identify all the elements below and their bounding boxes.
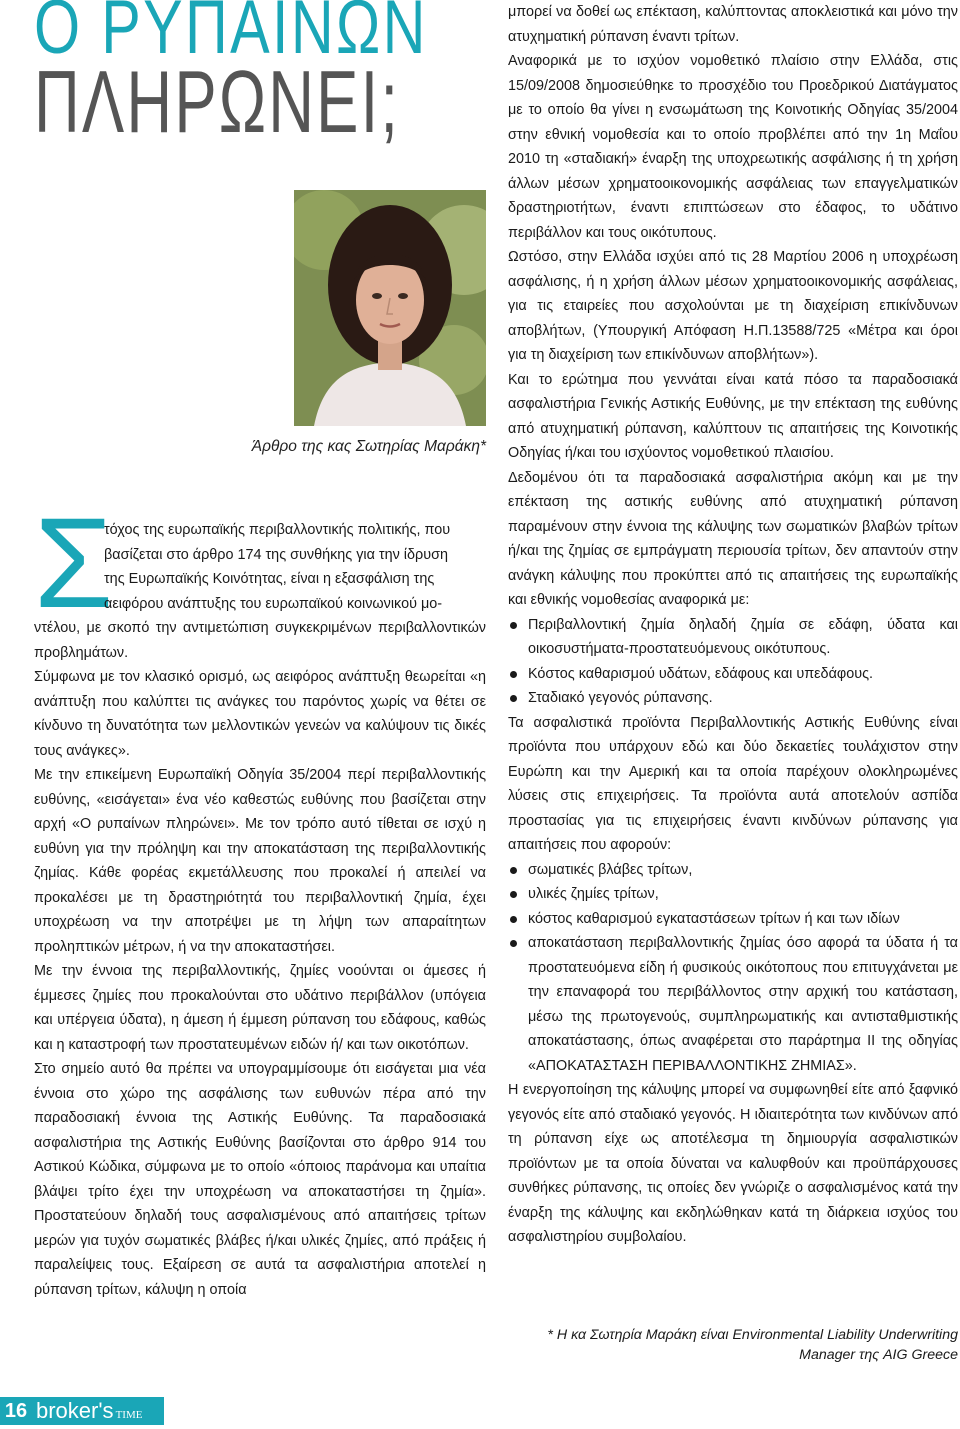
drop-cap: Σ [34, 492, 114, 635]
bullet-item: κόστος καθαρισμού εγκαταστάσεων τρίτων ή και των ιδίων [508, 907, 958, 932]
body-paragraph: Αναφορικά με το ισχύον νομοθετικό πλαίσιο στην Ελλάδα, στις 15/09/2008 δημοσιεύθηκε το προσχέδιο του Προεδρικού Διατάγματος με το οποίο θα γίνει η ενσωμάτωση της Κοινοτικής Οδηγίας 35/2004 στην εθνική νομοθεσία και το οποίο προβλέπει από την 1η Μαΐου 2010 τη «σταδιακή» έναρξη της υποχρεωτικής ασφάλισης ή τη χρήση άλλων μέσων χρηματοοικονομικής ασφάλειας των επαγγελματικών δραστηριοτήτων, έναντι επιπτώσεων στο έδαφος, το υδάτινο περιβάλλον και τους οικότυπους. [508, 53, 958, 241]
lead-line: αειφόρου ανάπτυξης του ευρωπαϊκού κοινωνικού μο- [104, 595, 443, 612]
body-paragraph: Στο σημείο αυτό θα πρέπει να υπογραμμίσουμε ότι εισάγεται μια νέα έννοια στο χώρο της ασφάλισης των ευθυνών πέρα από την παραδοσιακή έννοια της Αστικής Ευθύνης. Τα παραδοσιακά ασφαλιστήρια της Αστικής Ευθύνης βασίζονται στο άρθρο 914 του Αστικού Κώδικα, σύμφωνα με το οποίο «όποιος παράνομα και υπαίτια βλάψει τρίτο έχει την υποχρέωση να αποκαταστήσει τη ζημία». Προστατεύουν δηλαδή τους ασφαλισμένους από απαιτήσεις τρίτων μερών για τυχόν σωματικές βλάβες ή/και υλικές ζημίες, από πράξεις ή παραλείψεις τους. Εξαίρεση σε αυτά τα ασφαλιστήρια αποτελεί η ρύπανση τρίτων, κάλυψη η οποία [34, 1061, 486, 1298]
body-paragraph: Ωστόσο, στην Ελλάδα ισχύει από τις 28 Μαρτίου 2006 η υποχρέωση ασφάλισης, ή η χρήση άλλων μέσων χρηματοοικονομικής ασφάλειας, για τις εταιρείες που ασχολούνται με τη διαχείριση επικίνδυνων αποβλήτων, (Υπουργική Απόφαση Η.Π.13588/725 «Μέτρα και όροι για τη διαχείριση των επικίνδυνων αποβλήτων»). [508, 249, 958, 363]
brand-suffix: TIME [115, 1409, 143, 1421]
lead-line: βασίζεται στο άρθρο 174 της συνθήκης για την ίδρυση [104, 546, 448, 563]
bullet-item: σωματικές βλάβες τρίτων, [508, 858, 958, 883]
page-number: 16 [0, 1397, 32, 1425]
bullet-list-claims [508, 858, 958, 1079]
body-paragraph: μπορεί να δοθεί ως επέκταση, καλύπτοντας αποκλειστικά και μόνο την ατυχηματική ρύπανση έναντι τρίτων. [508, 4, 958, 45]
bullet-item: υλικές ζημίες τρίτων, [508, 882, 958, 907]
footnote-line: * Η κα Σωτηρία Μαράκη είναι Environmental Liability Underwriting [547, 1327, 958, 1343]
bullet-item: Σταδιακό γεγονός ρύπανσης. [508, 686, 958, 711]
body-paragraph: Με την επικείμενη Ευρωπαϊκή Οδηγία 35/2004 περί περιβαλλοντικής ευθύνης, «εισάγεται» ένα νέο καθεστώς ευθύνης που βασίζεται στην αρχή «Ο ρυπαίνων πληρώνει». Με τον τρόπο αυτό τίθεται σε ισχύ η ευθύνη για την πρόληψη και την αποκατάσταση της περιβαλλοντικής ζημίας. Κάθε φορέας εκμετάλλευσης που προκαλεί ή απειλεί να προκαλέσει με τη δραστηριότητά του περιβαλλοντική ζημία, έχει υποχρέωση να την αποτρέψει με τη λήψη των απαραίτητων προληπτικών μέτρων, ή να την αποκαταστήσει. [34, 767, 486, 955]
body-paragraph: Και το ερώτημα που γεννάται είναι κατά πόσο τα παραδοσιακά ασφαλιστήρια Γενικής Αστικής Ευθύνης, με την επέκταση της ευθύνης από ατυχηματική ρύπανση, καλύπτουν τις απαιτήσεις της Κοινοτικής Οδηγίας ή/και του ισχύοντος νομοθετικού πλαισίου. [508, 371, 958, 461]
body-paragraph: Η ενεργοποίηση της κάλυψης μπορεί να συμφωνηθεί είτε από ξαφνικό γεγονός είτε από σταδιακό γεγονός. Η ιδιαιτερότητα των κινδύνων από τη ρύπανση είχε ως αποτέλεσμα τη δημιουργία ασφαλιστικών προϊόντων με τα οποία δύναται να καλυφθούν και προϋπάρχουσες συνθήκες ρύπανσης, τις οποίες δεν γνώριζε ο ασφαλισμένος κατά την έναρξη της κάλυψης και εκδηλώθηκαν κατά τη διάρκεια ισχύος του ασφαλιστηρίου συμβολαίου. [508, 1082, 958, 1245]
footnote-line: Manager της AIG Greece [799, 1347, 958, 1363]
brand-name: broker's [36, 1398, 114, 1423]
body-paragraph: Με την έννοια της περιβαλλοντικής, ζημίες νοούνται οι άμεσες ή έμμεσες ζημίες που προκαλούνται στο υδάτινο περιβάλλον (υπόγεια και υπέργεια ύδατα), η άμεση ή έμμεση ρύπανση του εδάφους, καθώς και η καταστροφή των προστατευμένων ειδών ή/ και των οικοτόπων. [34, 963, 486, 1053]
lead-line: της Ευρωπαϊκής Κοινότητας, είναι η εξασφάλιση της [104, 571, 435, 587]
body-paragraph: Σύμφωνα με τον κλασικό ορισμό, ως αειφόρος ανάπτυξη θεωρείται «η ανάπτυξη που καλύπτει τις ανάγκες του παρόντος χωρίς να θέτει σε κίνδυνο τη δυνατότητα των μελλοντικών γενεών να καλύψουν τις δικές τους ανάγκες». [34, 669, 486, 759]
bullet-item: αποκατάσταση περιβαλλοντικής ζημίας όσο αφορά τα ύδατα ή τα προστατευόμενα είδη ή φυσικούς οικότοπους που επιτυγχάνεται με την επαναφορά του περιβάλλοντος στην αρχική του κατάσταση, μέσω της πρωτογενούς, συμπληρωματικής και αντισταθμιστικής αποκατάστασης, όπως αναφέρεται στο παράρτημα ΙΙ της οδηγίας «ΑΠΟΚΑΤΑΣΤΑΣΗ ΠΕΡΙΒΑΛΛΟΝΤΙΚΗΣ ΖΗΜΙΑΣ». [508, 931, 958, 1078]
lead-indented [104, 518, 486, 616]
author-photo [294, 190, 486, 426]
lead-tail: ντέλου, με σκοπό την αντιμετώπιση συγκεκριμένων περιβαλλοντικών προβλημάτων. [34, 620, 486, 661]
lead-line: τόχος της ευρωπαϊκής περιβαλλοντικής πολιτικής, που [104, 522, 451, 538]
page-footer [0, 1397, 170, 1425]
body-paragraph: Δεδομένου ότι τα παραδοσιακά ασφαλιστήρια ακόμη και με την επέκταση της αστικής ευθύνης από ατυχηματική ρύπανση παραμένουν στην έννοια της κάλυψης των σωματικών βλαβών τρίτων ή/και της ζημίας σε εμπράγματη περιουσία τρίτων, δεν απαντούν στην ανάγκη κάλυψης που προκύπτει από τις απαιτήσεις της ευρωπαϊκής και εθνικής νομοθεσίας αναφορικά με: [508, 469, 958, 608]
title-line-1: Ο ΡΥΠΑΙΝΩΝ [34, 0, 428, 70]
author-footnote [508, 1325, 958, 1365]
right-column [508, 0, 958, 1250]
magazine-logo [32, 1397, 164, 1425]
bullet-item: Κόστος καθαρισμού υδάτων, εδάφους και υπεδάφους. [508, 662, 958, 687]
bullet-list-requirements [508, 613, 958, 711]
body-paragraph: Τα ασφαλιστικά προϊόντα Περιβαλλοντικής Αστικής Ευθύνης είναι προϊόντα που υπάρχουν εδώ και δύο δεκαετίες τουλάχιστον στην Ευρώπη και την Αμερική και τα οποία παρέχουν ολοκληρωμένες λύσεις στις επιχειρήσεις. Τα προϊόντα αυτά αποτελούν ασπίδα προστασίας για τις επιχειρήσεις έναντι κινδύνων ρύπανσης για απαιτήσεις που αφορούν: [508, 714, 958, 853]
title-line-2: ΠΛΗΡΩΝΕΙ; [34, 52, 401, 151]
byline: Άρθρο της κας Σωτηρίας Μαράκη* [251, 438, 486, 455]
bullet-item: Περιβαλλοντική ζημία δηλαδή ζημία σε εδάφη, ύδατα και οικοσυστήματα-προστατευόμενους οικότυπους. [508, 613, 958, 662]
left-column [34, 518, 486, 1302]
